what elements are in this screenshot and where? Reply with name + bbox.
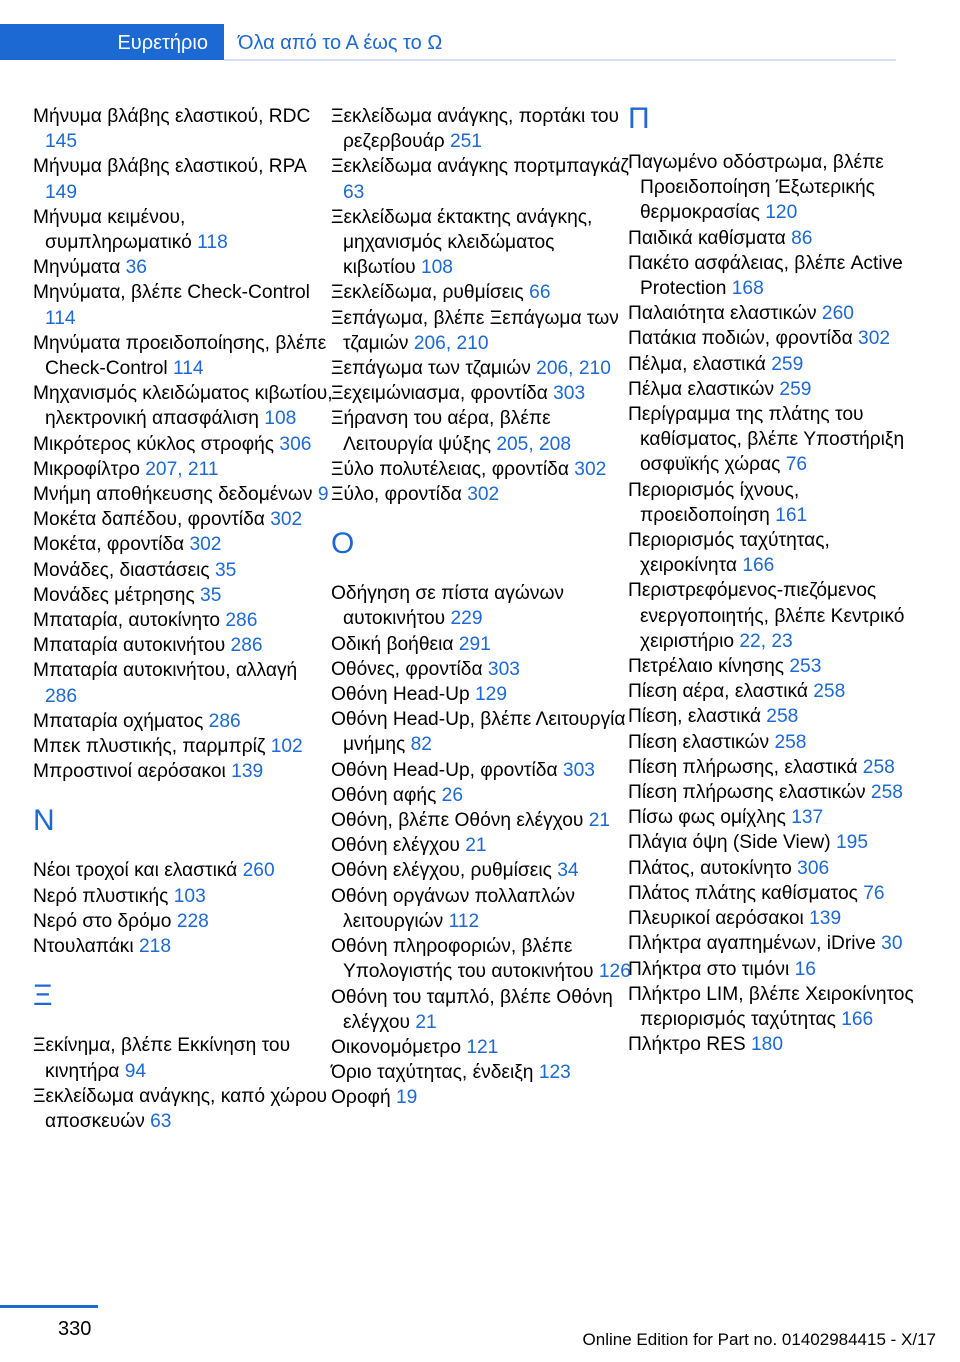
index-entry [628, 528, 928, 578]
page-reference-link[interactable]: 139 [231, 761, 264, 783]
page-reference-link[interactable]: 21 [465, 835, 487, 857]
page-reference-link[interactable]: 66 [529, 282, 551, 304]
page-reference-link[interactable]: 302 [467, 484, 500, 506]
page-reference-link[interactable]: 291 [458, 633, 491, 655]
index-entry-text: Οδήγηση σε πίστα αγώνων αυτοκινήτου [331, 583, 565, 630]
page-reference-link[interactable]: 302 [270, 509, 303, 531]
index-entry [628, 150, 928, 226]
section-letter: Ο [331, 527, 355, 561]
index-entry-text: Πίεση, ελαστικά [628, 706, 761, 728]
index-entry-text: Ξεπάγωμα των τζαμιών [331, 358, 531, 380]
page-reference-link[interactable]: 251 [449, 131, 482, 153]
page-reference-link[interactable]: 137 [791, 807, 824, 829]
page-reference-link[interactable]: 180 [751, 1034, 784, 1056]
page-reference-link[interactable]: 76 [863, 882, 885, 904]
index-entry [331, 356, 631, 381]
index-entry [628, 830, 928, 855]
index-entry-text: Πακέτο ασφάλειας, βλέπε Active Protection [628, 252, 903, 300]
index-entry-text: Μηνύματα προειδοποίησης, βλέπε Check-Control [33, 332, 327, 380]
index-entry [628, 578, 928, 654]
edition-text: Online Edition for Part no. 01402984415 - X/17 [582, 1330, 936, 1349]
page-reference-link[interactable]: 76 [785, 454, 808, 476]
index-entry-text: Ξύλο πολυτέλειας, φροντίδα [331, 458, 569, 480]
index-entry-text: Παγωμένο οδόστρωμα, βλέπε Προειδοποίηση Έξωτερικής θερμοκρασίας [628, 152, 884, 224]
page-reference-link[interactable]: 16 [794, 958, 816, 980]
index-entry [331, 482, 631, 507]
index-entry [33, 858, 333, 883]
index-entry-text: Ντουλαπάκι [33, 936, 134, 958]
index-entry [628, 780, 928, 805]
page-reference-link[interactable]: 259 [771, 353, 804, 375]
index-entry-text: Πίεση πλήρωσης ελαστικών [628, 782, 866, 804]
index-entry-text: Πλήκτρα στο τιμόνι [628, 958, 790, 980]
index-entry [33, 507, 333, 532]
index-entry-text: Ξεκλείδωμα ανάγκης, πορτάκι του ρεζερβουάρ [331, 106, 620, 153]
page-reference-link[interactable]: 118 [197, 232, 228, 254]
page-reference-link[interactable]: 195 [835, 832, 868, 854]
index-entry-text: Μήνυμα κειμένου, συμπληρωματικό [33, 206, 192, 254]
footer-divider [0, 1305, 98, 1308]
page-reference-link[interactable]: 253 [789, 656, 822, 678]
index-entry [628, 704, 928, 729]
page-reference-link[interactable]: 108 [420, 257, 453, 279]
page-reference-link[interactable]: 26 [441, 784, 464, 806]
index-entry [628, 478, 928, 528]
index-entry [331, 884, 631, 934]
page-reference-link[interactable]: 35 [200, 584, 222, 606]
index-entry-text: Οδική βοήθεια [331, 633, 454, 655]
page-reference-link[interactable]: 22, 23 [739, 630, 793, 652]
index-entry [33, 734, 333, 759]
page-reference-link[interactable]: 258 [870, 782, 903, 804]
index-entry-text: Μονάδες, διαστάσεις [33, 559, 210, 581]
page-reference-link[interactable]: 120 [765, 202, 798, 224]
index-entry [33, 934, 333, 959]
index-entry [33, 884, 333, 909]
index-entry [331, 707, 631, 757]
index-entry-text: Οικονομόμετρο [331, 1036, 461, 1058]
index-entry [33, 205, 333, 255]
index-entry-text: Μπαταρία αυτοκινήτου [33, 635, 226, 657]
page-reference-link[interactable]: 303 [487, 658, 520, 680]
page-reference-link[interactable]: 206, 210 [536, 358, 611, 380]
index-entry-text: Μνήμη αποθήκευσης δεδομένων [33, 484, 313, 506]
page-reference-link[interactable]: 258 [766, 706, 799, 728]
index-entry [33, 608, 333, 633]
index-entry-text: Ξεπάγωμα, βλέπε Ξεπάγωμα των τζαμιών [331, 307, 619, 354]
index-entry [33, 558, 333, 583]
index-entry-text: Μήνυμα βλάβης ελαστικού, RPA [33, 156, 306, 178]
page-reference-link[interactable]: 114 [45, 307, 76, 329]
page-reference-link[interactable]: 258 [813, 681, 846, 703]
page-reference-link[interactable]: 302 [858, 328, 891, 350]
page-reference-link[interactable]: 63 [150, 1110, 172, 1132]
page-reference-link[interactable]: 102 [270, 736, 303, 758]
page-reference-link[interactable]: 258 [862, 756, 895, 778]
index-entry [628, 730, 928, 755]
page-reference-link[interactable]: 19 [395, 1087, 418, 1109]
index-entry [33, 457, 333, 482]
index-entry-text: Περιορισμός ίχνους, προειδοποίηση [628, 479, 800, 526]
page-reference-link[interactable]: 108 [264, 408, 297, 430]
index-entry [331, 783, 631, 808]
page-reference-link[interactable]: 35 [215, 559, 237, 581]
index-entry-text: Μπαταρία, αυτοκίνητο [33, 610, 221, 632]
index-entry-text: Πετρέλαιο κίνησης [628, 656, 785, 678]
page-reference-link[interactable]: 260 [242, 860, 275, 882]
index-entry [33, 331, 333, 381]
index-entry [33, 381, 333, 431]
index-entry [33, 154, 333, 204]
index-entry [331, 1085, 631, 1110]
index-entry [33, 482, 333, 507]
page-reference-link[interactable]: 166 [841, 1008, 874, 1030]
index-entry-text: Οθόνη οργάνων πολλαπλών λειτουργιών [331, 885, 576, 932]
index-entry-text: Πίεση αέρα, ελαστικά [628, 681, 808, 703]
index-entry-text: Πλάγια όψη (Side View) [628, 832, 831, 854]
index-entry [33, 1084, 333, 1134]
index-entry [628, 856, 928, 881]
index-entry-text: Μικρότερος κύκλος στροφής [33, 433, 275, 455]
index-entry [33, 633, 333, 658]
page-reference-link[interactable]: 121 [466, 1036, 499, 1058]
index-entry [33, 1033, 333, 1083]
index-entry [331, 657, 631, 682]
index-entry [628, 755, 928, 780]
page-reference-link[interactable]: 260 [821, 303, 854, 325]
index-entry [628, 881, 928, 906]
page-reference-link[interactable]: 9 [317, 484, 329, 506]
index-entry [331, 280, 631, 305]
index-entry-text: Νερό πλυστικής [33, 885, 169, 907]
index-entry [331, 581, 631, 631]
index-entry [628, 377, 928, 402]
page-reference-link[interactable]: 228 [176, 910, 209, 932]
page-reference-link[interactable]: 36 [125, 257, 147, 279]
page-reference-link[interactable]: 21 [588, 810, 611, 832]
index-entry-text: Μήνυμα βλάβης ελαστικού, RDC [33, 106, 311, 127]
page-reference-link[interactable]: 303 [562, 759, 595, 781]
index-entry [628, 402, 928, 478]
page-reference-link[interactable]: 306 [279, 433, 312, 455]
section-letter: Ξ [33, 979, 53, 1013]
index-entry-text: Ξύλο, φροντίδα [331, 484, 462, 506]
index-entry [331, 808, 631, 833]
page-reference-link[interactable]: 145 [45, 131, 78, 153]
page-reference-link[interactable]: 303 [553, 383, 586, 405]
index-entry-text: Οθόνη ελέγχου [331, 835, 460, 857]
index-entry-text: Μικροφίλτρο [33, 458, 140, 480]
index-entry [331, 833, 631, 858]
index-entry-text: Οθόνη Head-Up, φροντίδα [331, 759, 558, 781]
page-reference-link[interactable]: 30 [881, 933, 903, 955]
index-entry-text: Περιστρεφόμενος-πιεζόμενος ενεργοποιητής, βλέπε Κεντρικό χειριστήριο [628, 580, 905, 652]
index-entry [628, 1032, 928, 1057]
index-entry-text: Ξεκλείδωμα ανάγκης πορτμπαγκάζ [331, 156, 629, 178]
tab-index[interactable]: Ευρετήριο [0, 24, 224, 60]
index-entry [628, 352, 928, 377]
index-entry-text: Μπαταρία αυτοκινήτου, αλλαγή [33, 660, 298, 682]
index-entry [628, 251, 928, 301]
index-entry [331, 682, 631, 707]
page-header [0, 0, 960, 60]
index-entry [628, 805, 928, 830]
page-reference-link[interactable]: 63 [343, 181, 365, 203]
index-entry-text: Οθόνη αφής [331, 784, 437, 806]
index-entry-text: Οθόνη Head-Up [331, 684, 470, 706]
index-entry-text: Ξεκλείδωμα ανάγκης, καπό χώρου αποσκευών [33, 1085, 328, 1132]
page-reference-link[interactable]: 21 [415, 1011, 437, 1033]
index-entry [33, 255, 333, 280]
page-reference-link[interactable]: 126 [598, 961, 631, 983]
page-reference-link[interactable]: 149 [45, 181, 78, 203]
index-entry-text: Όριο ταχύτητας, ένδειξη [331, 1062, 534, 1084]
index-entry-text: Πλήκτρα αγαπημένων, iDrive [628, 933, 876, 955]
index-entry [33, 759, 333, 784]
index-entry [628, 301, 928, 326]
index-entry [331, 858, 631, 883]
page-reference-link[interactable]: 123 [538, 1062, 571, 1084]
page-reference-link[interactable]: 207, 211 [145, 458, 219, 480]
index-entry-text: Πλάτος πλάτης καθίσματος [628, 882, 858, 904]
page-number: 330 [58, 1318, 92, 1340]
page-reference-link[interactable]: 166 [742, 555, 775, 577]
page-reference-link[interactable]: 302 [189, 534, 222, 556]
index-entry-text: Μοκέτα δαπέδου, φροντίδα [33, 509, 265, 531]
index-entry [331, 104, 631, 154]
index-entry-text: Οροφή [331, 1087, 391, 1109]
index-column-1 [33, 104, 333, 1134]
section-letter: Ν [33, 804, 55, 838]
index-entry-text: Πίσω φως ομίχλης [628, 807, 786, 829]
index-entry [331, 457, 631, 482]
index-entry [628, 931, 928, 956]
index-entry-text: Ξεκλείδωμα έκτακτης ανάγκης, μηχανισμός κλειδώματος κιβωτίου [331, 206, 593, 279]
index-column-3 [628, 104, 928, 1057]
index-entry [33, 432, 333, 457]
page-reference-link[interactable]: 86 [791, 227, 813, 249]
index-entry [628, 957, 928, 982]
index-entry-text: Μηνύματα [33, 257, 121, 279]
index-entry-text: Μπεκ πλυστικής, παρμπρίζ [33, 736, 266, 758]
index-entry [33, 583, 333, 608]
index-entry-text: Μονάδες μέτρησης [33, 584, 195, 606]
index-entry-text: Πατάκια ποδιών, φροντίδα [628, 328, 853, 350]
index-entry [331, 985, 631, 1035]
tab-a-to-z[interactable]: Όλα από το Α έως το Ω [238, 32, 443, 54]
page-reference-link[interactable]: 259 [779, 378, 812, 400]
index-entry [628, 679, 928, 704]
index-entry [331, 934, 631, 984]
index-entry-text: Πίεση πλήρωσης, ελαστικά [628, 756, 858, 778]
index-entry-text: Πέλμα ελαστικών [628, 378, 775, 400]
index-entry [331, 632, 631, 657]
index-entry [331, 306, 631, 356]
index-entry [628, 326, 928, 351]
section-letter: Π [628, 102, 650, 135]
index-entry [628, 654, 928, 679]
page-reference-link[interactable]: 161 [775, 504, 808, 526]
index-entry-text: Οθόνες, φροντίδα [331, 658, 483, 680]
index-entry-text: Νερό στο δρόμο [33, 910, 172, 932]
index-entry [331, 381, 631, 406]
page-reference-link[interactable]: 218 [138, 936, 171, 958]
index-entry-text: Οθόνη, βλέπε Οθόνη ελέγχου [331, 810, 584, 832]
index-column-2 [331, 104, 631, 1111]
index-entry-text: Μηνύματα, βλέπε Check-Control [33, 282, 310, 304]
index-entry-text: Πίεση ελαστικών [628, 731, 770, 753]
index-entry-text: Ξεχειμώνιασμα, φροντίδα [331, 383, 548, 405]
page-reference-link[interactable]: 168 [731, 278, 764, 300]
index-entry [33, 909, 333, 934]
index-entry [33, 658, 333, 708]
index-entry [331, 205, 631, 281]
page-reference-link[interactable]: 103 [173, 885, 206, 907]
index-entry-text: Οθόνη πληροφοριών, βλέπε Υπολογιστής του αυτοκινήτου [331, 936, 594, 983]
index-entry-text: Οθόνη ελέγχου, ρυθμίσεις [331, 860, 552, 882]
index-entry [331, 154, 631, 204]
page-reference-link[interactable]: 206, 210 [413, 332, 489, 354]
index-entry [628, 982, 928, 1032]
page-reference-link[interactable]: 286 [45, 685, 78, 707]
index-entry-text: Περιορισμός ταχύτητας, χειροκίνητα [628, 530, 830, 577]
index-entry-text: Πλήκτρο RES [628, 1034, 746, 1056]
index-entry-text: Παλαιότητα ελαστικών [628, 303, 817, 325]
page-reference-link[interactable]: 258 [774, 731, 807, 753]
index-entry-text: Πλήκτρο LIM, βλέπε Χειροκίνητος περιορισμός ταχύτητας [628, 983, 914, 1030]
index-entry [628, 226, 928, 251]
page-reference-link[interactable]: 286 [225, 610, 258, 632]
page-reference-link[interactable]: 34 [557, 860, 579, 882]
index-entry-text: Περίγραμμα της πλάτης του καθίσματος, βλέπε Υποστήριξη οσφυϊκής χώρας [628, 404, 905, 476]
page-reference-link[interactable]: 205, 208 [496, 433, 572, 455]
page-reference-link[interactable]: 286 [230, 635, 263, 657]
header-divider [224, 59, 896, 61]
index-entry [33, 280, 333, 330]
index-entry-text: Νέοι τροχοί και ελαστικά [33, 860, 238, 882]
page-reference-link[interactable]: 114 [172, 358, 204, 380]
page-reference-link[interactable]: 139 [809, 908, 842, 930]
page-reference-link[interactable]: 229 [450, 608, 483, 630]
page-reference-link[interactable]: 302 [574, 458, 607, 480]
index-entry-text: Οθόνη του ταμπλό, βλέπε Οθόνη ελέγχου [331, 986, 613, 1033]
index-entry [628, 906, 928, 931]
index-entry [33, 104, 333, 154]
index-entry-text: Πλάτος, αυτοκίνητο [628, 857, 792, 879]
index-entry-text: Μπαταρία οχήματος [33, 710, 204, 732]
index-entry-text: Ξεκίνημα, βλέπε Εκκίνηση του κινητήρα [33, 1035, 291, 1082]
index-entry-text: Μπροστινοί αερόσακοι [33, 761, 226, 783]
index-entry [331, 406, 631, 456]
index-entry-text: Μοκέτα, φροντίδα [33, 534, 185, 556]
page-reference-link[interactable]: 286 [208, 710, 241, 732]
index-entry-text: Πέλμα, ελαστικά [628, 353, 766, 375]
index-entry [33, 709, 333, 734]
index-entry-text: Ξήρανση του αέρα, βλέπε Λειτουργία ψύξης [331, 408, 551, 455]
index-entry-text: Πλευρικοί αερόσακοι [628, 908, 804, 930]
index-entry-text: Παιδικά καθίσματα [628, 227, 786, 249]
index-entry [331, 758, 631, 783]
index-entry [33, 532, 333, 557]
page-reference-link[interactable]: 129 [475, 684, 508, 706]
index-entry-text: Οθόνη Head-Up, βλέπε Λειτουργία μνήμης [331, 709, 626, 756]
page-reference-link[interactable]: 112 [448, 910, 480, 932]
index-entry [331, 1060, 631, 1085]
index-entry-text: Μηχανισμός κλειδώματος κιβωτίου, ηλεκτρονική απασφάλιση [33, 383, 333, 430]
page-reference-link[interactable]: 94 [124, 1060, 147, 1082]
index-entry-text: Ξεκλείδωμα, ρυθμίσεις [331, 282, 524, 304]
index-entry [331, 1035, 631, 1060]
page-reference-link[interactable]: 82 [410, 734, 432, 756]
page-reference-link[interactable]: 306 [797, 857, 830, 879]
